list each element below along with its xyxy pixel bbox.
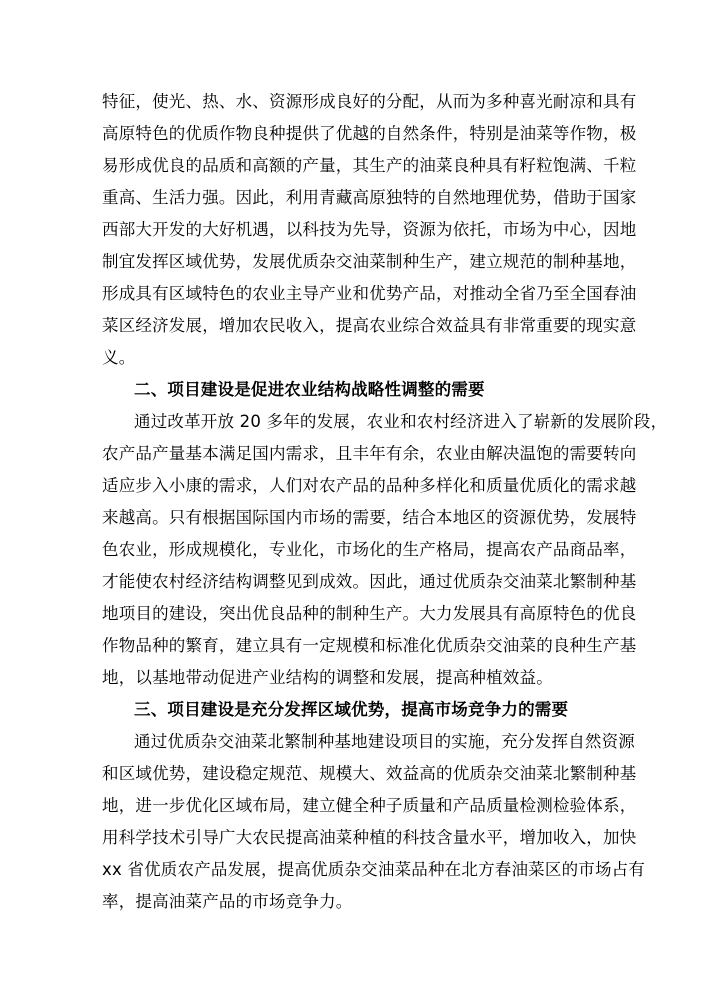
paragraph-line: 通过改革开放 20 多年的发展，农业和农村经济进入了崭新的发展阶段， — [134, 412, 668, 431]
paragraph-line: 西部大开发的大好机遇，以科技为先导，资源为依托，市场为中心，因地 — [102, 220, 637, 239]
paragraph-line: 义。 — [102, 348, 136, 367]
paragraph-line: 才能使农村经济结构调整见到成效。因此，通过优质杂交油菜北繁制种基 — [102, 572, 637, 591]
paragraph-line: 地，以基地带动促进产业结构的调整和发展，提高种植效益。 — [102, 668, 553, 687]
paragraph-line: 农产品产量基本满足国内需求，且丰年有余，农业由解决温饱的需要转向 — [102, 444, 637, 463]
paragraph-line: 色农业，形成规模化，专业化，市场化的生产格局，提高农产品商品率， — [102, 540, 637, 559]
section-heading-3: 三、项目建设是充分发挥区域优势，提高市场竞争力的需要 — [134, 700, 569, 719]
paragraph-line: 作物品种的繁育，建立具有一定规模和标准化优质杂交油菜的良种生产基 — [102, 636, 637, 655]
paragraph-line: 菜区经济发展，增加农民收入，提高农业综合效益具有非常重要的现实意 — [102, 316, 637, 335]
paragraph-line: 和区域优势，建设稳定规范、规模大、效益高的优质杂交油菜北繁制种基 — [102, 764, 637, 783]
paragraph-line: 地项目的建设，突出优良品种的制种生产。大力发展具有高原特色的优良 — [102, 604, 637, 623]
paragraph-line: 高原特色的优质作物良种提供了优越的自然条件，特别是油菜等作物，极 — [102, 124, 637, 143]
paragraph-line: 地，进一步优化区域布局，建立健全种子质量和产品质量检测检验体系， — [102, 796, 637, 815]
paragraph-line: 易形成优良的品质和高额的产量，其生产的油菜良种具有籽粒饱满、千粒 — [102, 156, 637, 175]
paragraph-line: 特征，使光、热、水、资源形成良好的分配，从而为多种喜光耐凉和具有 — [102, 92, 637, 111]
paragraph-line: 形成具有区域特色的农业主导产业和优势产品，对推动全省乃至全国春油 — [102, 284, 637, 303]
paragraph-line: 来越高。只有根据国际国内市场的需要，结合本地区的资源优势，发展特 — [102, 508, 637, 527]
paragraph-line: 制宜发挥区域优势，发展优质杂交油菜制种生产，建立规范的制种基地， — [102, 252, 637, 271]
paragraph-line: 适应步入小康的需求，人们对农产品的品种多样化和质量优质化的需求越 — [102, 476, 637, 495]
section-heading-2: 二、项目建设是促进农业结构战略性调整的需要 — [134, 380, 485, 399]
paragraph-line: 用科学技术引导广大农民提高油菜种植的科技含量水平，增加收入，加快 — [102, 828, 637, 847]
paragraph-line: 率，提高油菜产品的市场竞争力。 — [102, 892, 353, 911]
paragraph-line: xx 省优质农产品发展，提高优质杂交油菜品种在北方春油菜区的市场占有 — [102, 860, 646, 879]
paragraph-line: 通过优质杂交油菜北繁制种基地建设项目的实施，充分发挥自然资源 — [134, 732, 635, 751]
paragraph-line: 重高、生活力强。因此，利用青藏高原独特的自然地理优势，借助于国家 — [102, 188, 637, 207]
